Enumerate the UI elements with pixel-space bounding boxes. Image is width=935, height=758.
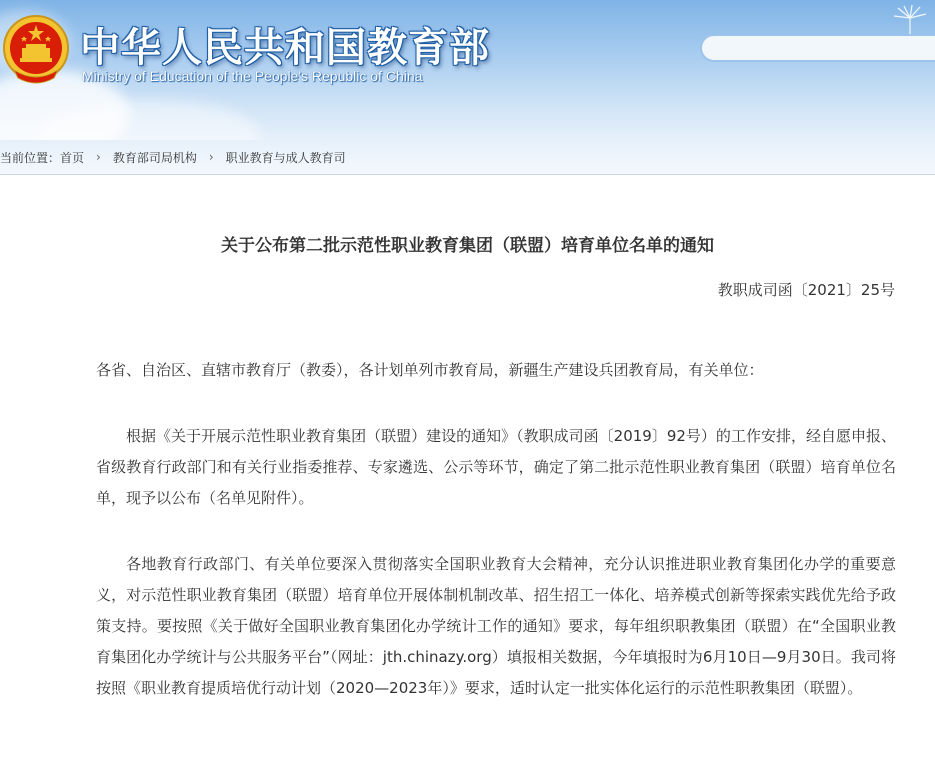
article-title: 关于公布第二批示范性职业教育集团（联盟）培育单位名单的通知 xyxy=(221,236,714,256)
article-paragraph: 各地教育行政部门、有关单位要深入贯彻落实全国职业教育大会精神，充分认识推进职业教育集团化办学的重要意义，对示范性职业教育集团（联盟）培育单位开展体制机制改革、招生招工一体化、培养模式创新等探索实践优先给予政策支持。要按照《关于做好全国职业教育集团化办学统计工作的通知》要求，每年组织职教集团（联盟）在“全国职业教育集团化办学统计与公共服务平台”（网址：jth.chinazy.org）填报相关数据，今年填报时为6月10日—9月30日。我司将按照《职业教育提质培优行动计划（2020—2023年）》要求，适时认定一批实体化运行的示范性职教集团（联盟）。 xyxy=(96,555,896,697)
site-header xyxy=(0,0,935,140)
chevron-right-icon: › xyxy=(96,150,101,164)
dandelion-decoration-icon xyxy=(890,4,930,38)
document-number: 教职成司函〔2021〕25号 xyxy=(717,281,895,299)
site-title-english[interactable]: Ministry of Education of the People's Republic of China xyxy=(82,68,423,84)
breadcrumb-prefix: 当前位置： xyxy=(0,150,61,165)
breadcrumb-item-home[interactable]: 首页 xyxy=(60,150,85,165)
national-emblem-icon xyxy=(2,12,70,86)
breadcrumb xyxy=(0,140,935,174)
breadcrumb-item-departments[interactable]: 教育部司局机构 xyxy=(112,150,197,165)
article-salutation: 各省、自治区、直辖市教育厅（教委），各计划单列市教育局，新疆生产建设兵团教育局，有关单位： xyxy=(96,361,764,379)
chevron-right-icon: › xyxy=(208,150,214,164)
site-title-chinese[interactable]: 中华人民共和国教育部 xyxy=(80,25,490,71)
breadcrumb-item-vocational-dept[interactable]: 职业教育与成人教育司 xyxy=(225,150,346,165)
search-input[interactable] xyxy=(700,34,935,62)
article-content xyxy=(0,174,935,758)
article-paragraph: 根据《关于开展示范性职业教育集团（联盟）建设的通知》（教职成司函〔2019〕92号）的工作安排，经自愿申报、省级教育行政部门和有关行业指委推荐、专家遴选、公示等环节，确定了第二批示范性职业教育集团（联盟）培育单位名单，现予以公布（名单见附件）。 xyxy=(96,427,896,507)
